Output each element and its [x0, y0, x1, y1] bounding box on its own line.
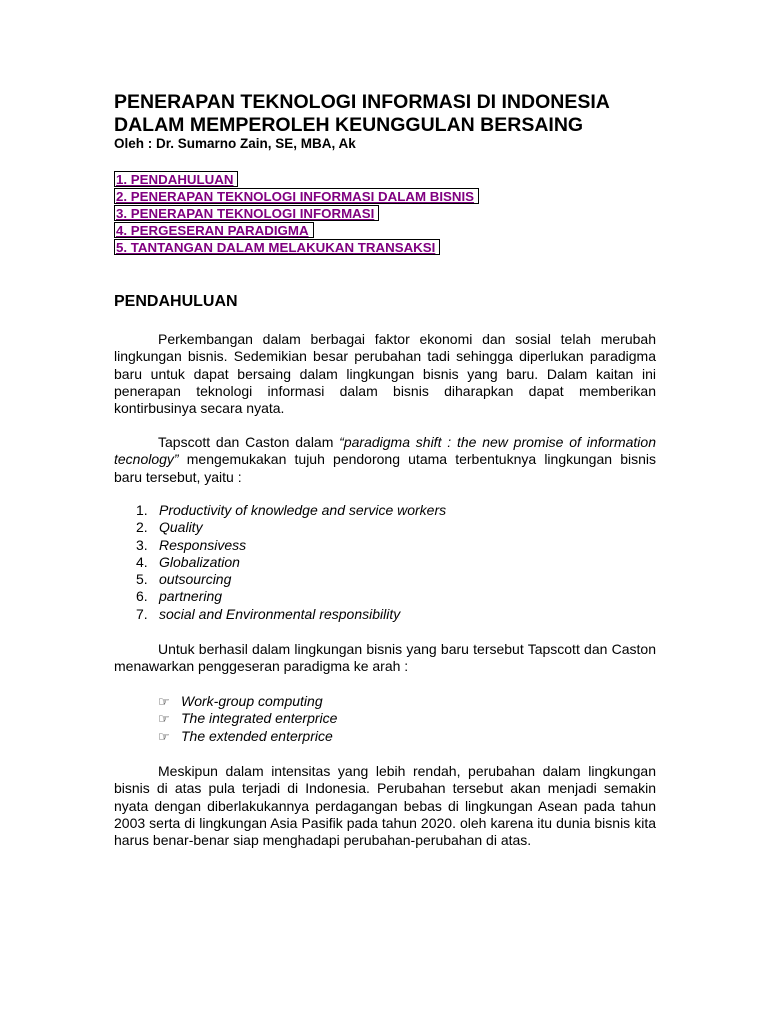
list-item-text: outsourcing — [159, 571, 232, 588]
list-item-number: 5. — [136, 571, 148, 588]
list-item-text: Productivity of knowledge and service workers — [159, 502, 447, 518]
paragraph-2-lead: Tapscott dan Caston dalam — [158, 434, 340, 450]
list-item — [114, 606, 446, 623]
list-item-text: social and Environmental responsibility — [159, 605, 401, 622]
list-item-text: Responsivess — [159, 536, 247, 553]
toc-link-label: 3. PENERAPAN TEKNOLOGI INFORMASI — [116, 206, 375, 221]
list-item-number: 4. — [136, 553, 148, 570]
table-of-contents — [114, 171, 479, 256]
list-item-text: Work-group computing — [181, 693, 323, 709]
list-item-number: 1. — [136, 502, 148, 518]
toc-link-label: 5. TANTANGAN DALAM MELAKUKAN TRANSAKSI — [116, 240, 436, 255]
toc-link-tantangan-transaksi[interactable] — [114, 239, 440, 255]
title-line-1: PENERAPAN TEKNOLOGI INFORMASI DI INDONESIA — [114, 91, 610, 113]
pointing-hand-icon: ☞ — [158, 728, 170, 744]
list-item — [114, 588, 446, 605]
list-item-number: 7. — [136, 605, 148, 622]
paragraph-2-tail: mengemukakan tujuh pendorong utama terbentuknya lingkungan bisnis baru tersebut, yaitu : — [114, 451, 656, 485]
list-item-text: The integrated enterprice — [181, 710, 338, 727]
title-line-2: DALAM MEMPEROLEH KEUNGGULAN BERSAING — [114, 114, 584, 136]
author-line: Oleh : Dr. Sumarno Zain, SE, MBA, Ak — [114, 136, 356, 151]
drivers-list — [114, 502, 446, 623]
section-heading: PENDAHULUAN — [114, 293, 238, 310]
paragraph-1: Perkembangan dalam berbagai faktor ekonomi dan sosial telah merubah lingkungan bisnis. Sedemikian besar perubahan tadi sehingga diperlukan paradigma baru untuk dapat bersaing dalam lingkungan bisnis yang baru. Dalam kaitan ini penerapan teknologi informasi dalam bisnis diharapkan dapat memberikan kontirbusinya secara nyata. — [114, 331, 656, 417]
list-item — [114, 537, 446, 554]
toc-link-label: 1. PENDAHULUAN — [116, 172, 234, 187]
toc-link-penerapan-bisnis[interactable] — [114, 188, 479, 204]
document-title — [114, 91, 674, 137]
paradigm-shift-list — [114, 693, 337, 745]
toc-link-pendahuluan[interactable] — [114, 171, 238, 187]
list-item-number: 3. — [136, 536, 148, 553]
toc-link-penerapan-ti[interactable] — [114, 205, 379, 221]
paragraph-2 — [114, 434, 656, 486]
list-item — [114, 519, 446, 536]
toc-link-label: 2. PENERAPAN TEKNOLOGI INFORMASI DALAM BISNIS — [116, 189, 475, 204]
list-item — [114, 728, 337, 745]
toc-link-label: 4. PERGESERAN PARADIGMA — [116, 223, 309, 238]
list-item — [114, 571, 446, 588]
paragraph-4: Meskipun dalam intensitas yang lebih rendah, perubahan dalam lingkungan bisnis di atas pula terjadi di Indonesia. Perubahan tersebut akan menjadi semakin nyata dengan diberlakukannya perdagangan bebas di lingkungan Asean pada tahun 2003 serta di lingkungan Asia Pasifik pada tahun 2020. oleh karena itu dunia bisnis kita harus benar-benar siap menghadapi perubahan-perubahan di atas. — [114, 763, 656, 849]
list-item-text: partnering — [159, 588, 223, 605]
toc-link-pergeseran-paradigma[interactable] — [114, 222, 314, 238]
list-item — [114, 710, 337, 727]
paragraph-3: Untuk berhasil dalam lingkungan bisnis yang baru tersebut Tapscott dan Caston menawarkan penggeseran paradigma ke arah : — [114, 641, 656, 675]
pointing-hand-icon: ☞ — [158, 711, 170, 727]
list-item — [114, 693, 337, 710]
list-item-text: Quality — [159, 519, 203, 536]
list-item-number: 6. — [136, 588, 148, 605]
list-item-number: 2. — [136, 519, 148, 536]
list-item — [114, 502, 446, 519]
pointing-hand-icon: ☞ — [158, 694, 170, 709]
list-item-text: The extended enterprice — [181, 727, 333, 744]
list-item — [114, 554, 446, 571]
list-item-text: Globalization — [159, 553, 240, 570]
paragraph-2-citation: “paradigma shift : the new promise of information tecnology” — [114, 434, 656, 468]
